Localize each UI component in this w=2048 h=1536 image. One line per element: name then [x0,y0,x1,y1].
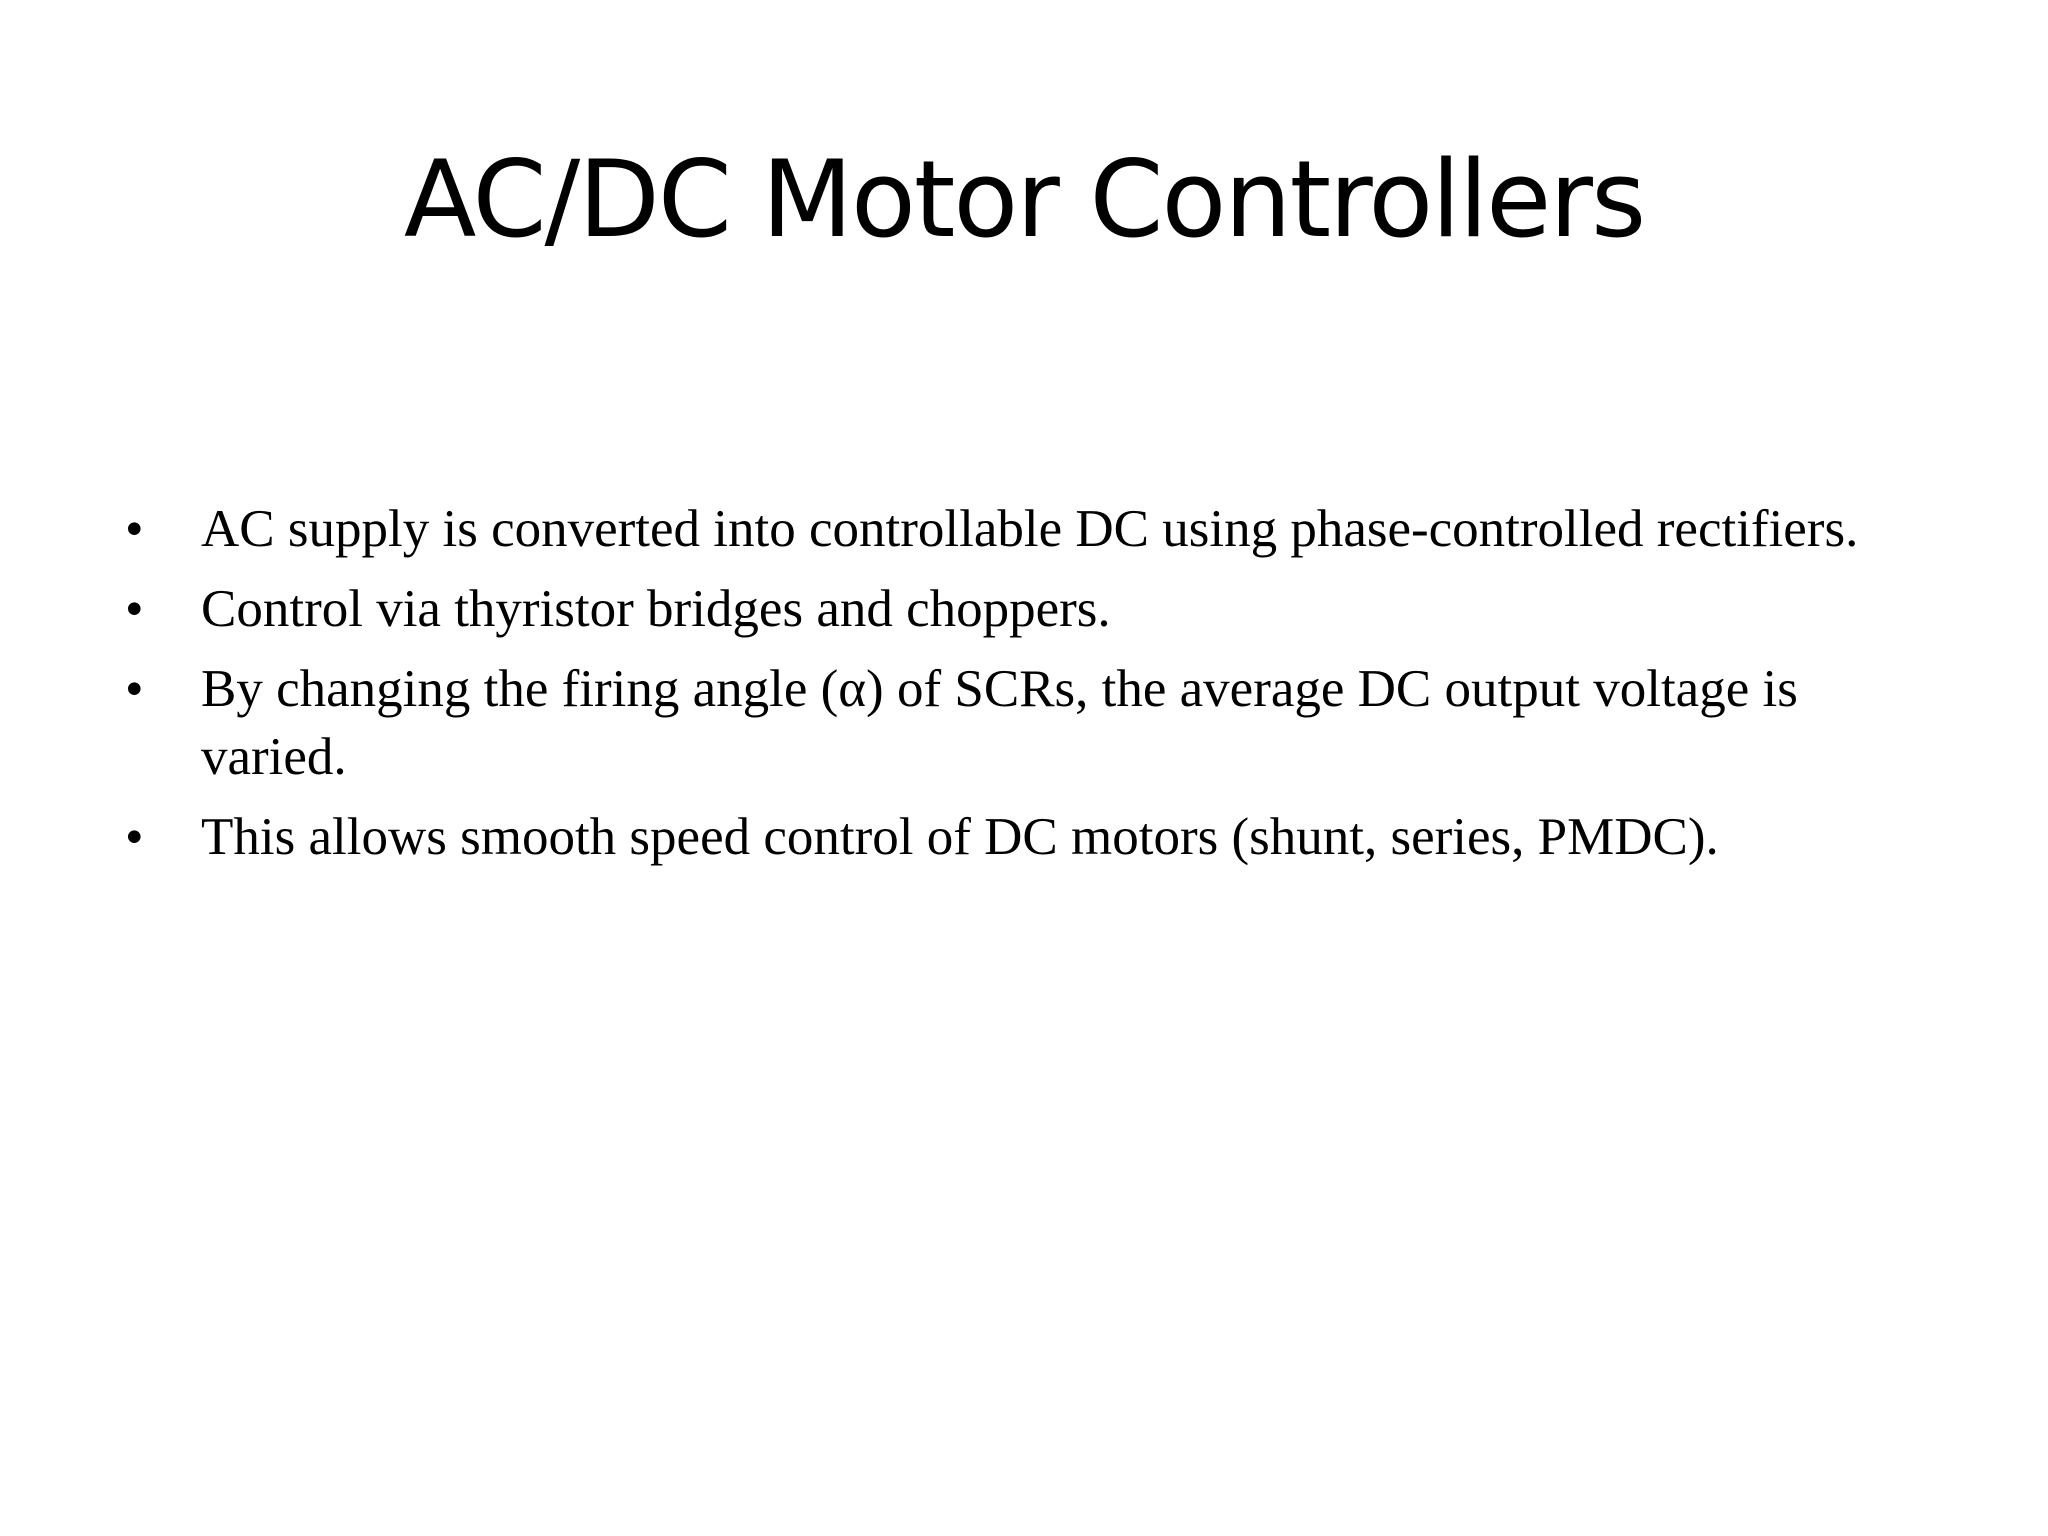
bullet-dot-icon: • [125,580,144,638]
bullet-list [125,495,1955,883]
bullet-item [125,495,1955,563]
bullet-text: By changing the firing angle (α) of SCRs, the average DC output voltage is varied. [201,660,1798,786]
bullet-item [125,655,1955,791]
bullet-text: This allows smooth speed control of DC motors (shunt, series, PMDC). [201,808,1719,866]
bullet-item [125,803,1955,871]
bullet-text: AC supply is converted into controllable DC using phase-controlled rectifiers. [201,500,1859,558]
bullet-dot-icon: • [125,808,144,866]
bullet-text: Control via thyristor bridges and choppers. [201,580,1111,638]
bullet-dot-icon: • [125,660,144,718]
bullet-dot-icon: • [125,500,144,558]
bullet-item [125,575,1955,643]
slide-title: AC/DC Motor Controllers [403,138,1645,261]
